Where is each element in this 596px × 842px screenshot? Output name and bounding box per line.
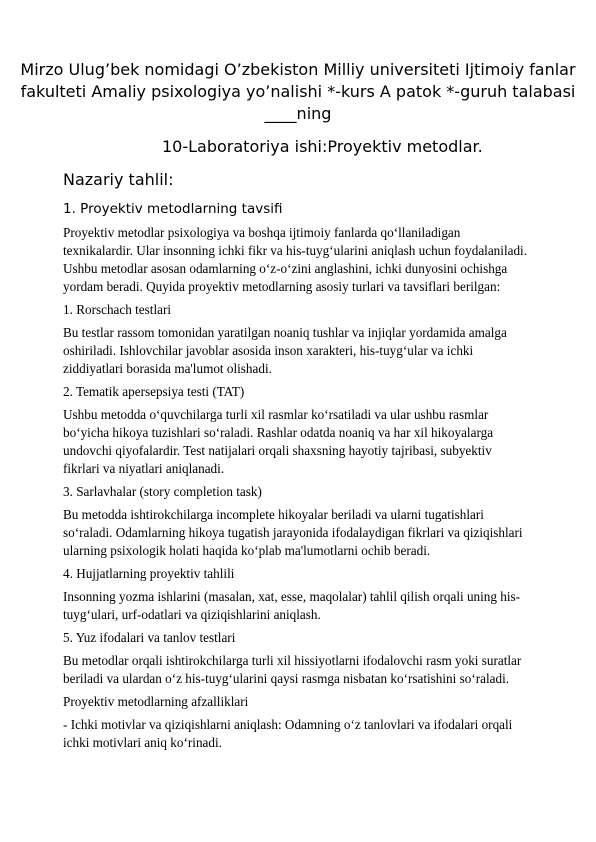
method-line: oshiriladi. Ishlovchilar javoblar asosida inson xarakteri, his-tuyg‘ular va ichki [63, 343, 474, 358]
intro-paragraph [63, 224, 563, 296]
advantages-line: ichki motivlari aniq ko‘rinadi. [63, 735, 222, 750]
method-paragraph [63, 588, 563, 624]
document-header [20, 59, 576, 125]
document-body [63, 200, 563, 757]
method-line: Bu metodlar orqali ishtirokchilarga turli xil hissiyotlarni ifodalovchi rasm yoki suratlar [63, 653, 522, 668]
method-line: Bu testlar rassom tomonidan yaratilgan noaniq tushlar va injiqlar yordamida amalga [63, 325, 507, 340]
method-paragraph [63, 324, 563, 378]
method-line: ziddiyatlari borasida ma'lumot olishadi. [63, 361, 272, 376]
method-paragraph [63, 652, 563, 688]
method-line: so‘raladi. Odamlarning hikoya tugatish jarayonida ifodalaydigan fikrlari va qiziqishlari [63, 525, 523, 540]
advantages-line: - Ichki motivlar va qiziqishlarni aniqlash: Odamning o‘z tanlovlari va ifodalari orqali [63, 717, 513, 732]
method-heading: 5. Yuz ifodalari va tanlov testlari [63, 630, 236, 645]
advantages-heading: Proyektiv metodlarning afzalliklari [63, 694, 249, 709]
intro-line: Proyektiv metodlar psixologiya va boshqa ijtimoiy fanlarda qo‘llaniladigan [63, 225, 461, 240]
method-heading: 2. Tematik apersepsiya testi (TAT) [63, 384, 245, 399]
header-line-3: ____ning [264, 104, 332, 123]
method-heading: 3. Sarlavhalar (story completion task) [63, 484, 262, 499]
method-line: Insonning yozma ishlarini (masalan, xat, esse, maqolalar) tahlil qilish orqali uning his- [63, 589, 521, 604]
method-line: fikrlari va niyatlari aniqlanadi. [63, 461, 225, 476]
method-line: Ushbu metodda o‘quvchilarga turli xil rasmlar ko‘rsatiladi va ular ushbu rasmlar [63, 407, 489, 422]
method-line: undovchi qiyofalardir. Test natijalari orqali shaxsning hayotiy tajribasi, subyektiv [63, 443, 492, 458]
lab-title: 10-Laboratoriya ishi:Proyektiv metodlar. [162, 137, 483, 156]
header-line-1: Mirzo Ulug’bek nomidagi O’zbekiston Milliy universiteti Ijtimoiy fanlar [20, 60, 576, 79]
intro-line: texnikalardir. Ular insonning ichki fikr va his-tuyg‘ularini aniqlash uchun foydalaniladi. [63, 243, 528, 258]
method-paragraph [63, 506, 563, 560]
method-line: bo‘yicha hikoya tuzishlari so‘raladi. Rashlar odatda noaniq va har xil hikoyalarga [63, 425, 494, 440]
method-heading: 1. Rorschach testlari [63, 302, 172, 317]
subsection-title: 1. Proyektiv metodlarning tavsifi [63, 201, 283, 217]
method-line: tuyg‘ulari, urf-odatlari va qiziqishlarini aniqlash. [63, 607, 321, 622]
intro-line: Ushbu metodlar asosan odamlarning o‘z-o‘zini anglashini, ichki dunyosini ochishga [63, 261, 508, 276]
method-paragraph [63, 406, 563, 478]
method-line: ularning psixologik holati haqida ko‘plab ma'lumotlarni ochib beradi. [63, 543, 431, 558]
method-heading: 4. Hujjatlarning proyektiv tahlili [63, 566, 235, 581]
method-line: Bu metodda ishtirokchilarga incomplete hikoyalar beriladi va ularni tugatishlari [63, 507, 484, 522]
method-line: beriladi va ulardan o‘z his-tuyg‘ularini qaysi rasmga nisbatan ko‘rsatishini so‘raladi. [63, 671, 510, 686]
section-title: Nazariy tahlil: [63, 170, 174, 189]
header-line-2: fakulteti Amaliy psixologiya yo’nalishi *-kurs A patok *-guruh talabasi [20, 82, 576, 101]
intro-line: yordam beradi. Quyida proyektiv metodlarning asosiy turlari va tavsiflari berilgan: [63, 279, 501, 294]
advantages-paragraph [63, 716, 563, 752]
